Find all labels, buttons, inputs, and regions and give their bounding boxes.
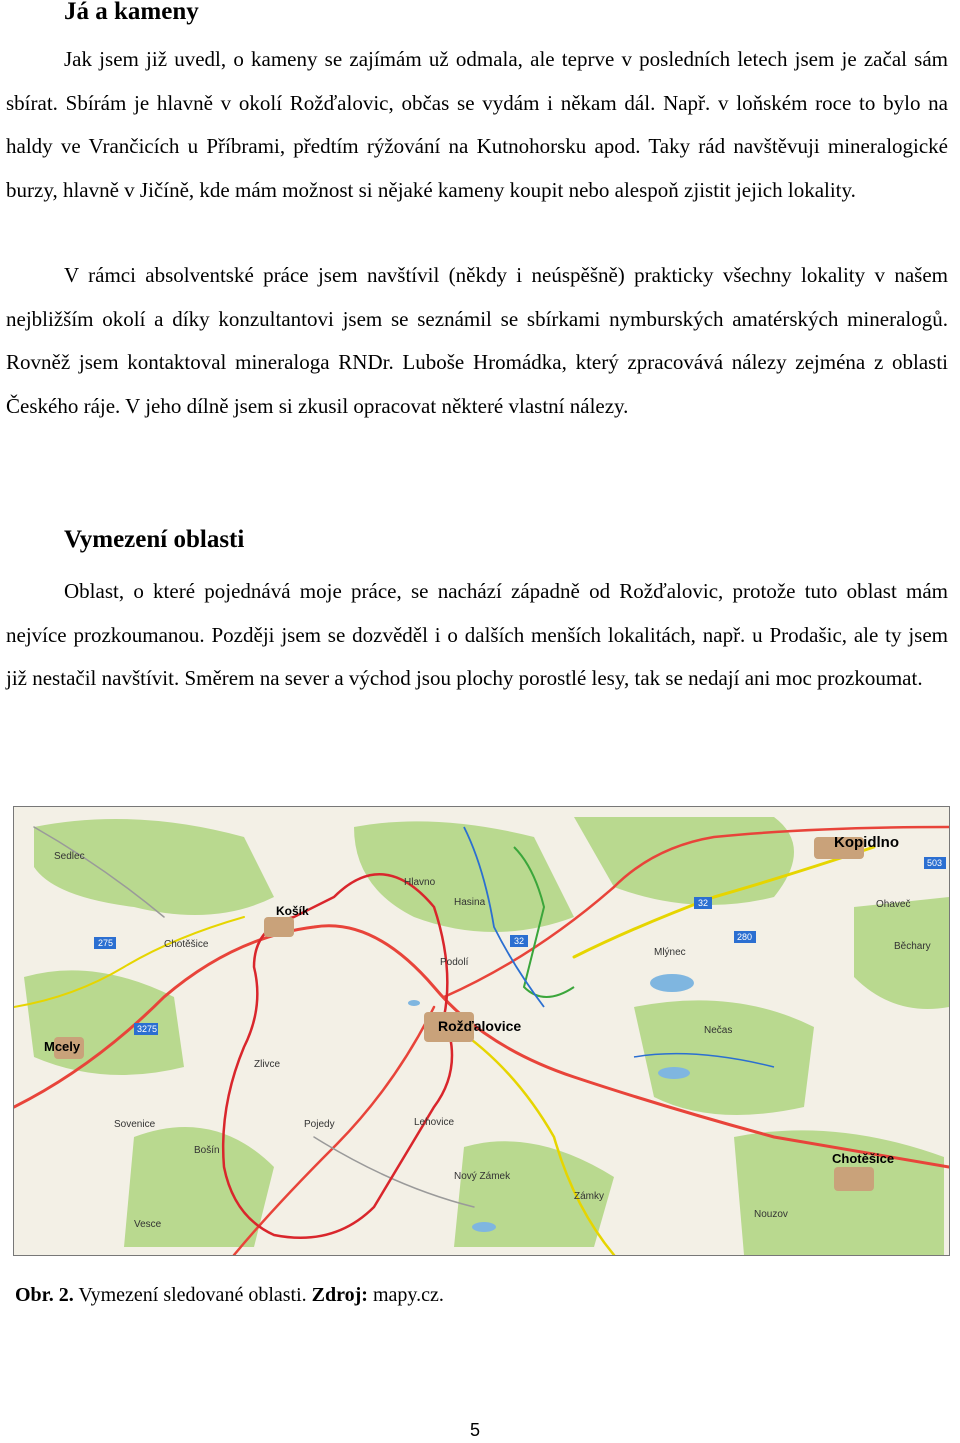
map-label-village: Sovenice bbox=[114, 1119, 156, 1130]
map-label-village: Ohaveč bbox=[876, 899, 911, 910]
caption-source-label: Zdroj: bbox=[311, 1284, 368, 1306]
caption-source: mapy.cz. bbox=[367, 1284, 444, 1306]
map-label-village: Zámky bbox=[574, 1191, 604, 1202]
map-label-village: Běchary bbox=[894, 941, 931, 952]
map-label-village: Sedlec bbox=[54, 851, 85, 862]
caption-label: Obr. 2. bbox=[15, 1284, 74, 1306]
road-shield: 32 bbox=[514, 936, 525, 946]
road-shield: 3275 bbox=[137, 1024, 158, 1034]
paragraph-intro-text: Jak jsem již uvedl, o kameny se zajímám už odmala, ale teprve v posledních letech jsem je začal sám sbírat. Sbírám je hlavně v okolí Rožďalovic, občas se vydám i někam dál. Např. v loňském roce to bylo na haldy ve Vrančicích u Příbrami, předtím rýžování na Kutnohorsku apod. Taky rád navštěvuji mineralogické burzy, hlavně v Jičíně, kde mám možnost si nějaké kameny koupit nebo alespoň zjistit jejich lokality. bbox=[6, 47, 948, 202]
map-label-village: Nový Zámek bbox=[454, 1171, 511, 1182]
section-heading-vymezeni: Vymezení oblasti bbox=[64, 526, 245, 553]
map-label-village: Chotěšice bbox=[164, 939, 209, 950]
road-shield: 503 bbox=[927, 858, 943, 868]
map-label-village: Lehovice bbox=[414, 1117, 455, 1128]
map-label-rozdalovice: Rožďalovice bbox=[438, 1018, 522, 1034]
map-label-village: Nečas bbox=[704, 1025, 733, 1036]
map-label-chotesice: Chotěšice bbox=[832, 1151, 895, 1166]
map-label-village: Hlavno bbox=[404, 877, 436, 888]
map-label-village: Mlýnec bbox=[654, 947, 686, 958]
caption-text: Vymezení sledované oblasti. bbox=[73, 1284, 312, 1306]
road-shield: 275 bbox=[98, 938, 114, 948]
map-label-village: Hasina bbox=[454, 897, 486, 908]
map-label-village: Nouzov bbox=[754, 1209, 788, 1220]
paragraph-absolventska bbox=[6, 254, 948, 428]
paragraph-intro bbox=[6, 38, 948, 212]
map-label-mcely: Mcely bbox=[44, 1039, 81, 1054]
paragraph-oblast bbox=[6, 570, 948, 701]
map-label-village: Pojedy bbox=[304, 1119, 335, 1130]
map-label-village: Zlivce bbox=[254, 1059, 281, 1070]
area-map-graphic bbox=[14, 807, 949, 1255]
page-number: 5 bbox=[470, 1420, 481, 1440]
road-shield: 32 bbox=[698, 898, 709, 908]
map-label-village: Podolí bbox=[440, 957, 469, 968]
map-label-kosik: Košík bbox=[276, 904, 309, 918]
map-label-village: Vesce bbox=[134, 1219, 162, 1230]
area-map bbox=[13, 806, 950, 1256]
road-shield: 280 bbox=[737, 932, 753, 942]
paragraph-oblast-text: Oblast, o které pojednává moje práce, se nachází západně od Rožďalovic, protože tuto oblast mám nejvíce prozkoumanou. Později jsem se dozvěděl i o dalších menších lokalitách, např. u Prodašic, ale ty jsem již nestačil navštívit. Směrem na sever a východ jsou plochy porostlé lesy, tak se nedají ani moc prozkoumat. bbox=[6, 579, 948, 690]
map-label-kopidlno: Kopidlno bbox=[834, 834, 899, 851]
figure-caption bbox=[15, 1284, 444, 1307]
map-label-village: Bošín bbox=[194, 1145, 220, 1156]
section-heading-kameny: Já a kameny bbox=[64, 0, 199, 25]
paragraph-absolventska-text: V rámci absolventské práce jsem navštívil (někdy i neúspěšně) prakticky všechny lokality v našem nejbližším okolí a díky konzultantovi jsem se seznámil se sbírkami nymburských amatérských mineralogů. Rovněž jsem kontaktoval mineraloga RNDr. Luboše Hromádka, který zpracovává nálezy zejména z oblasti Českého ráje. V jeho dílně jsem si zkusil opracovat některé vlastní nálezy. bbox=[6, 263, 948, 418]
